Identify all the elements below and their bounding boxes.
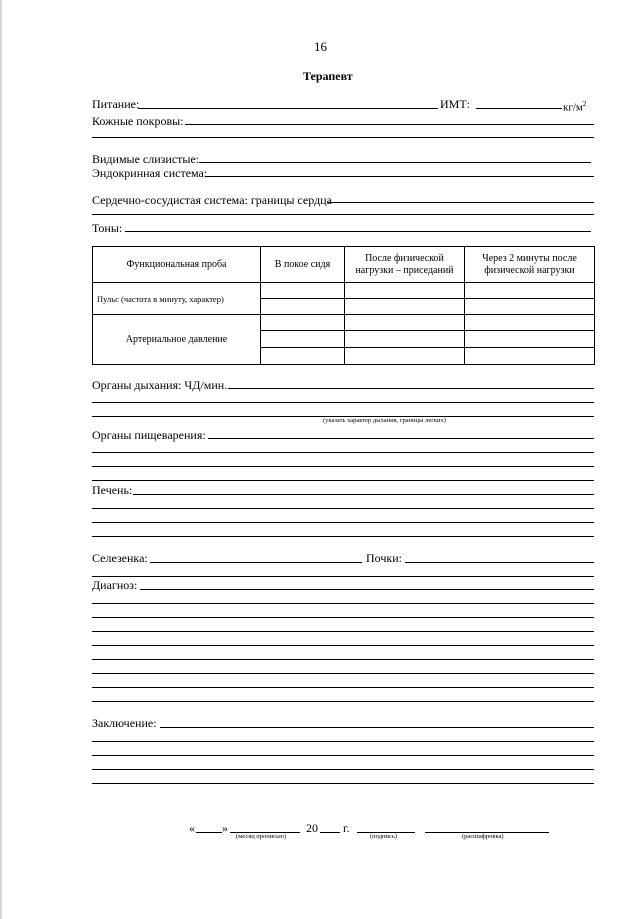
serdechno-line-2[interactable] [92,214,594,215]
sign-hint: (подпись) [370,833,397,840]
slizistye-line[interactable] [199,162,591,163]
dyhanie-line-2[interactable] [92,402,594,403]
table-cell[interactable] [345,299,465,315]
kozhnye-label: Кожные покровы: [92,114,184,128]
zakluchenie-line-4[interactable] [92,769,594,770]
pitanie-label: Питание: [92,97,140,111]
pochki-line[interactable] [405,562,594,563]
table-cell[interactable] [261,331,345,348]
table-cell[interactable] [261,299,345,315]
pishevarenie-line-2[interactable] [92,452,594,453]
pochki-label: Почки: [366,551,402,565]
diagnoz-line-5[interactable] [92,645,594,646]
table-cell[interactable] [261,348,345,365]
pishevarenie-line-1[interactable] [208,438,594,439]
imt-label: ИМТ: [440,97,470,111]
date-day-line[interactable] [196,832,222,833]
zakluchenie-line-3[interactable] [92,755,594,756]
pechen-label: Печень: [92,483,133,497]
selezenka-line[interactable] [150,562,362,563]
diagnoz-line-3[interactable] [92,617,594,618]
slizistye-label: Видимые слизистые: [92,152,200,166]
zakluchenie-line-2[interactable] [92,741,594,742]
year-line[interactable] [320,832,340,833]
serdechno-line-1[interactable] [327,202,594,203]
table-cell[interactable] [261,315,345,331]
date-quote-open: « [189,821,195,835]
date-quote-close: » [222,821,228,835]
year-prefix: 20 [306,821,318,835]
table-cell[interactable] [345,348,465,365]
tony-line[interactable] [125,231,591,232]
selezenka-label: Селезенка: [92,551,148,565]
pitanie-line[interactable] [138,108,438,109]
diagnoz-line-8[interactable] [92,687,594,688]
table-header-after-load: После физической нагрузки – приседаний [345,247,465,283]
diagnoz-label: Диагноз: [92,578,138,592]
tony-label: Тоны: [92,221,123,235]
month-hint: (месяц прописью) [236,833,287,840]
decode-hint: (расшифровка) [462,833,504,840]
zakluchenie-line-1[interactable] [160,727,594,728]
diagnoz-line-7[interactable] [92,673,594,674]
diagnoz-line-2[interactable] [92,603,594,604]
page-number: 16 [314,39,327,54]
scan-edge [0,0,2,919]
table-cell[interactable] [261,283,345,299]
imt-line[interactable] [476,108,562,109]
table-cell[interactable] [465,315,595,331]
pechen-line-4[interactable] [92,536,594,537]
table-cell[interactable] [345,315,465,331]
pishevarenie-label: Органы пищеварения: [92,428,206,442]
endokrinnaya-line[interactable] [205,176,594,177]
pishevarenie-line-3[interactable] [92,466,594,467]
endokrinnaya-label: Эндокринная система: [92,166,208,180]
table-cell[interactable] [465,348,595,365]
zakluchenie-line-5[interactable] [92,783,594,784]
serdechno-label: Сердечно-сосудистая система: границы сердца [92,193,332,207]
dyhanie-line-1[interactable] [228,388,594,389]
table-cell[interactable] [345,331,465,348]
imt-unit: $кг/м^2$ [563,100,587,114]
table-cell[interactable] [465,331,595,348]
pechen-line-2[interactable] [92,508,594,509]
functional-test-table [92,246,595,365]
table-row-pulse-label: Пульс (частота в минуту, характер) [93,283,261,315]
year-suffix: г. [343,821,350,835]
dyhanie-hint: (указать характер дыхания, границы легких) [323,417,446,424]
diagnoz-line-4[interactable] [92,631,594,632]
table-row-pressure-label: Артериальное давление [93,315,261,365]
page-title: Терапевт [303,69,353,83]
table-cell[interactable] [465,299,595,315]
pechen-line-1[interactable] [133,494,594,495]
kozhnye-line-1[interactable] [185,124,594,125]
dyhanie-label: Органы дыхания: ЧД/мин. [92,378,228,392]
table-header-test: Функциональная проба [93,247,261,283]
table-header-after-2min: Через 2 минуты после физической нагрузки [465,247,595,283]
pechen-line-3[interactable] [92,522,594,523]
table-cell[interactable] [465,283,595,299]
selezenka-pochki-line-2[interactable] [92,576,594,577]
table-cell[interactable] [345,283,465,299]
pishevarenie-line-4[interactable] [92,480,594,481]
zakluchenie-label: Заключение: [92,716,157,730]
diagnoz-line-1[interactable] [140,589,594,590]
diagnoz-line-9[interactable] [92,701,594,702]
table-header-rest: В покое сидя [261,247,345,283]
diagnoz-line-6[interactable] [92,659,594,660]
kozhnye-line-2[interactable] [92,137,594,138]
